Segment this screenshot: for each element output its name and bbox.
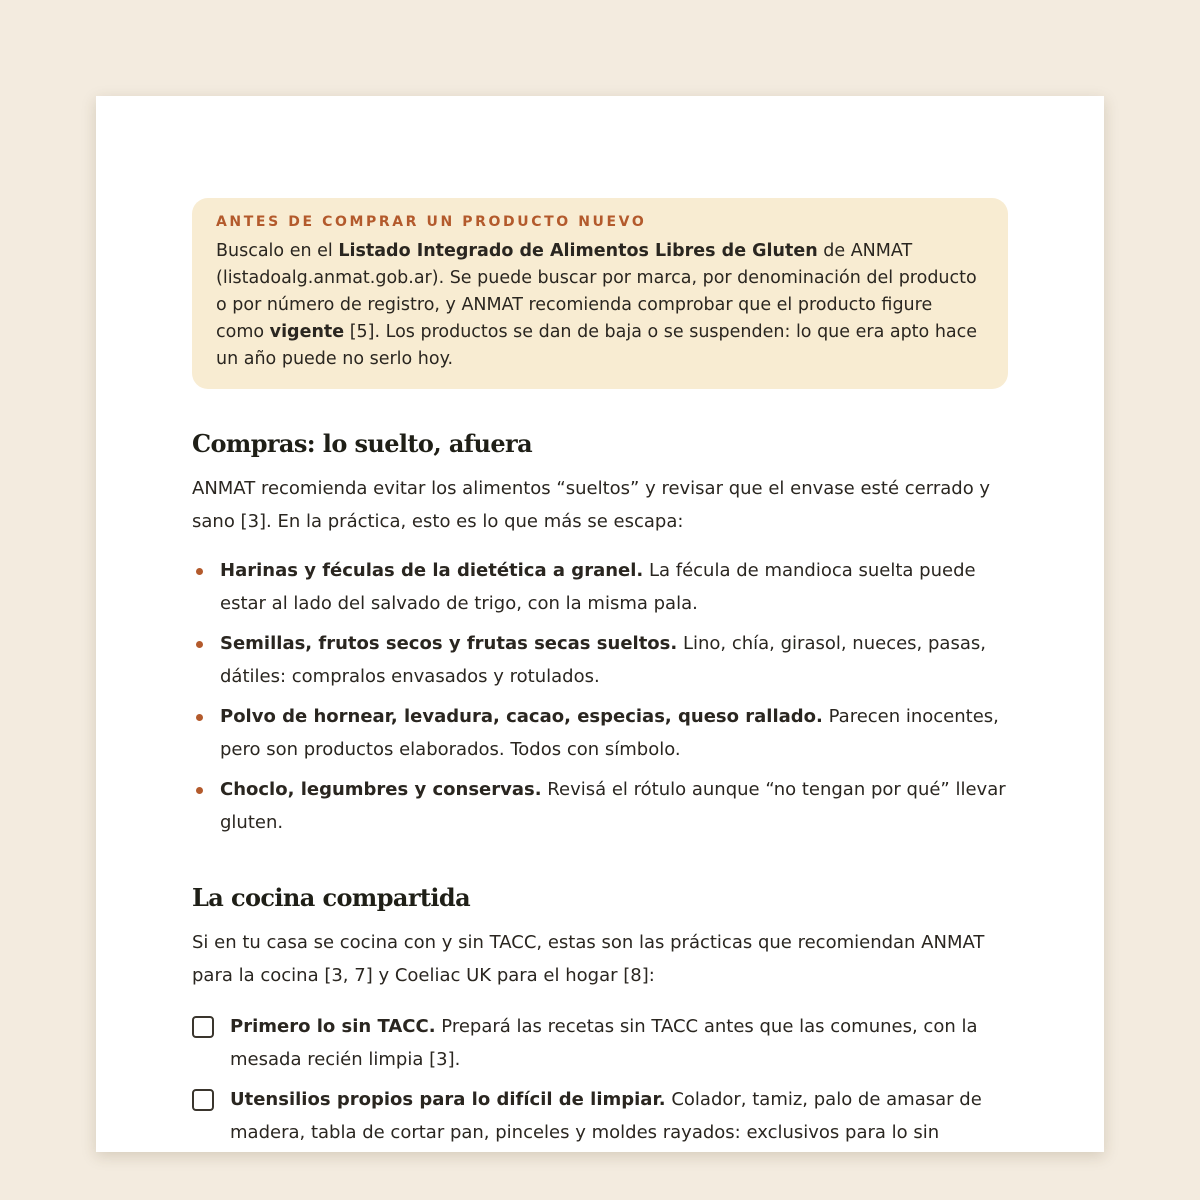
list-item-lead: Polvo de hornear, levadura, cacao, especias, queso rallado. (220, 706, 823, 727)
list-item (192, 700, 1008, 766)
section-intro-cocina: Si en tu casa se cocina con y sin TACC, estas son las prácticas que recomiendan ANMAT para la cocina [3, 7] y Coeliac UK para el hogar [8]: (192, 932, 985, 986)
list-item-lead: Semillas, frutos secos y frutas secas sueltos. (220, 633, 678, 654)
checklist-item-text: Prepará las recetas sin TACC antes que las comunes, con la mesada recién limpia [3]. (230, 1016, 978, 1070)
bullet-dot-icon (196, 787, 203, 794)
list-item (192, 773, 1008, 839)
checklist-item-lead: Primero lo sin TACC. (230, 1016, 436, 1037)
list-item-text: La fécula de mandioca suelta puede estar al lado del salvado de trigo, con la misma pala. (220, 560, 976, 614)
document-page (96, 96, 1104, 1152)
list-item (192, 627, 1008, 693)
list-item-text: Revisá el rótulo aunque “no tengan por qué” llevar gluten. (220, 779, 1006, 833)
bullet-dot-icon (196, 568, 203, 575)
checkbox-icon[interactable] (192, 1089, 214, 1111)
bullet-list (192, 554, 1008, 839)
checklist (192, 1010, 1008, 1149)
bullet-dot-icon (196, 641, 203, 648)
callout-box (192, 198, 1008, 389)
callout-text: de ANMAT (listadoalg.anmat.gob.ar). Se puede buscar por marca, por denominación del producto o por número de registro, y ANMAT recomienda comprobar que el producto figure como (216, 241, 977, 342)
callout-text: [5]. Los productos se dan de baja o se suspenden: lo que era apto hace un año puede no serlo hoy. (216, 322, 978, 369)
section-heading-cocina: La cocina compartida (192, 883, 471, 912)
document-content (192, 198, 1008, 1152)
callout-title: ANTES DE COMPRAR UN PRODUCTO NUEVO (216, 214, 647, 230)
checklist-item-text: Colador, tamiz, palo de amasar de madera, tabla de cortar pan, pinceles y moldes rayados: exclusivos para lo sin (230, 1089, 982, 1143)
checklist-item (192, 1083, 1008, 1149)
callout-body (216, 238, 984, 373)
section-intro-compras: ANMAT recomienda evitar los alimentos “sueltos” y revisar que el envase esté cerrado y sano [3]. En la práctica, esto es lo que más se escapa: (192, 478, 991, 532)
list-item (192, 554, 1008, 620)
list-item-lead: Choclo, legumbres y conservas. (220, 779, 542, 800)
callout-text: Buscalo en el (216, 241, 339, 261)
callout-bold-text: vigente (269, 322, 345, 342)
list-item-text: Lino, chía, girasol, nueces, pasas, dátiles: compralos envasados y rotulados. (220, 633, 986, 687)
checklist-item-lead: Utensilios propios para lo difícil de limpiar. (230, 1089, 666, 1110)
checkbox-icon[interactable] (192, 1016, 214, 1038)
section-heading-compras: Compras: lo suelto, afuera (192, 429, 533, 458)
list-item-lead: Harinas y féculas de la dietética a granel. (220, 560, 644, 581)
bullet-dot-icon (196, 714, 203, 721)
list-item-text: Parecen inocentes, pero son productos elaborados. Todos con símbolo. (220, 706, 999, 760)
checklist-item (192, 1010, 1008, 1076)
callout-bold-text: Listado Integrado de Alimentos Libres de Gluten (338, 241, 818, 261)
